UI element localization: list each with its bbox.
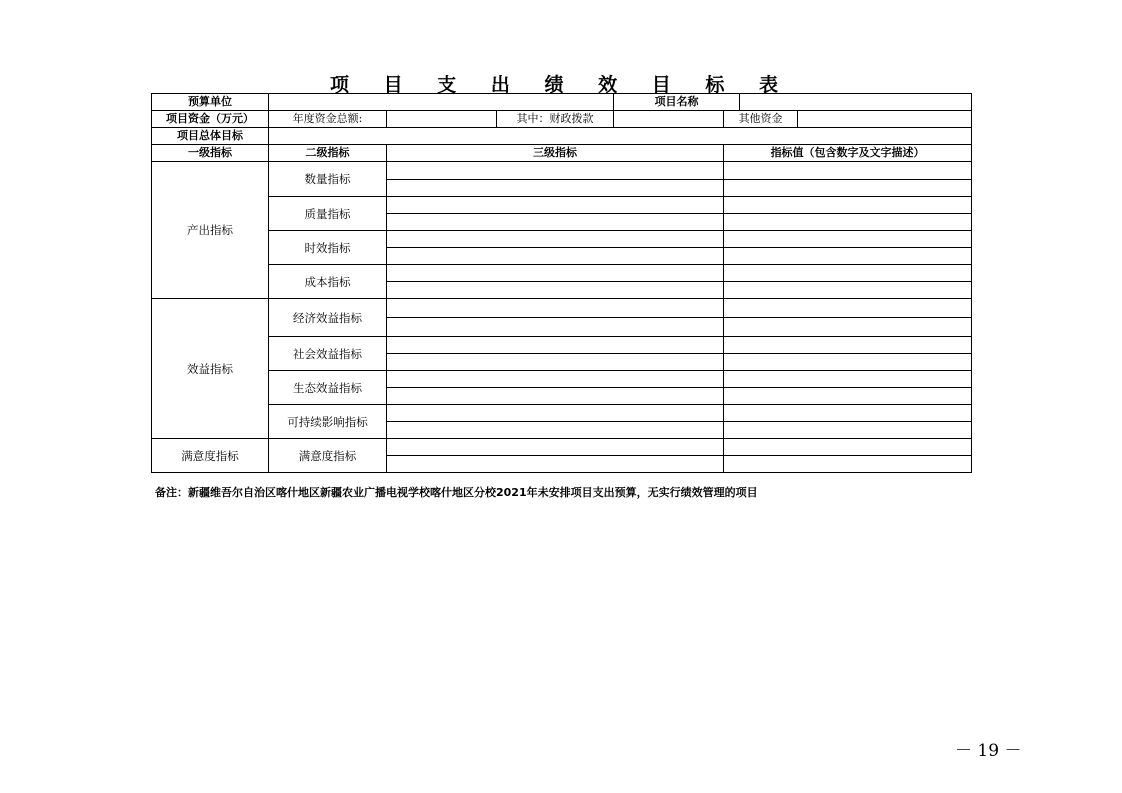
sub-timeliness: 时效指标 [269,231,387,265]
level3-cell [387,180,724,197]
other-funds-value [798,111,972,128]
category-satisfaction: 满意度指标 [152,439,269,473]
level3-cell [387,354,724,371]
performance-goal-table [151,93,972,473]
sub-sustainable: 可持续影响指标 [269,405,387,439]
value-cell [724,214,972,231]
row-project-funds [152,111,972,128]
value-cell [724,162,972,180]
header-level3: 三级指标 [387,145,724,162]
row-headers [152,145,972,162]
value-cell [724,180,972,197]
level3-cell [387,422,724,439]
value-cell [724,231,972,248]
sub-cost: 成本指标 [269,265,387,299]
row-overall-goal [152,128,972,145]
page-number: － 19 － [955,741,1022,761]
category-benefit: 效益指标 [152,299,269,439]
level3-cell [387,299,724,318]
value-cell [724,248,972,265]
table-row [152,405,972,422]
value-cell [724,282,972,299]
project-funds-label: 项目资金（万元） [152,111,269,128]
header-level1: 一级指标 [152,145,269,162]
level3-cell [387,456,724,473]
row-budget-unit [152,94,972,111]
table-row [152,265,972,282]
value-cell [724,318,972,337]
fiscal-label: 其中：财政拨款 [497,111,614,128]
project-name-label: 项目名称 [614,94,740,111]
annual-total-label: 年度资金总额: [269,111,387,128]
table-row [152,197,972,214]
sub-ecological: 生态效益指标 [269,371,387,405]
other-funds-label: 其他资金 [724,111,798,128]
level3-cell [387,248,724,265]
value-cell [724,456,972,473]
project-name-value [740,94,972,111]
level3-cell [387,197,724,214]
value-cell [724,197,972,214]
fiscal-value [614,111,724,128]
level3-cell [387,337,724,354]
category-output: 产出指标 [152,162,269,299]
budget-unit-label: 预算单位 [152,94,269,111]
overall-goal-label: 项目总体目标 [152,128,269,145]
value-cell [724,405,972,422]
value-cell [724,371,972,388]
value-cell [724,388,972,405]
level3-cell [387,265,724,282]
sub-social: 社会效益指标 [269,337,387,371]
table-row [152,299,972,318]
level3-cell [387,231,724,248]
level3-cell [387,439,724,456]
budget-unit-value [269,94,614,111]
footnote: 备注：新疆维吾尔自治区喀什地区新疆农业广播电视学校喀什地区分校2021年未安排项目支出预算，无实行绩效管理的项目 [155,486,758,499]
level3-cell [387,371,724,388]
header-value: 指标值（包含数字及文字描述） [724,145,972,162]
level3-cell [387,318,724,337]
header-level2: 二级指标 [269,145,387,162]
value-cell [724,354,972,371]
level3-cell [387,388,724,405]
table-row [152,439,972,456]
sub-economic: 经济效益指标 [269,299,387,337]
sub-quantity: 数量指标 [269,162,387,197]
sub-satisfaction: 满意度指标 [269,439,387,473]
value-cell [724,439,972,456]
value-cell [724,299,972,318]
value-cell [724,265,972,282]
table-row [152,231,972,248]
sub-quality: 质量指标 [269,197,387,231]
table-row [152,371,972,388]
level3-cell [387,214,724,231]
value-cell [724,337,972,354]
level3-cell [387,162,724,180]
table-title: 项 目 支 出 绩 效 目 标 表 [330,74,792,96]
table-row [152,162,972,180]
table-row [152,337,972,354]
level3-cell [387,282,724,299]
overall-goal-value [269,128,972,145]
annual-total-value [387,111,497,128]
value-cell [724,422,972,439]
level3-cell [387,405,724,422]
